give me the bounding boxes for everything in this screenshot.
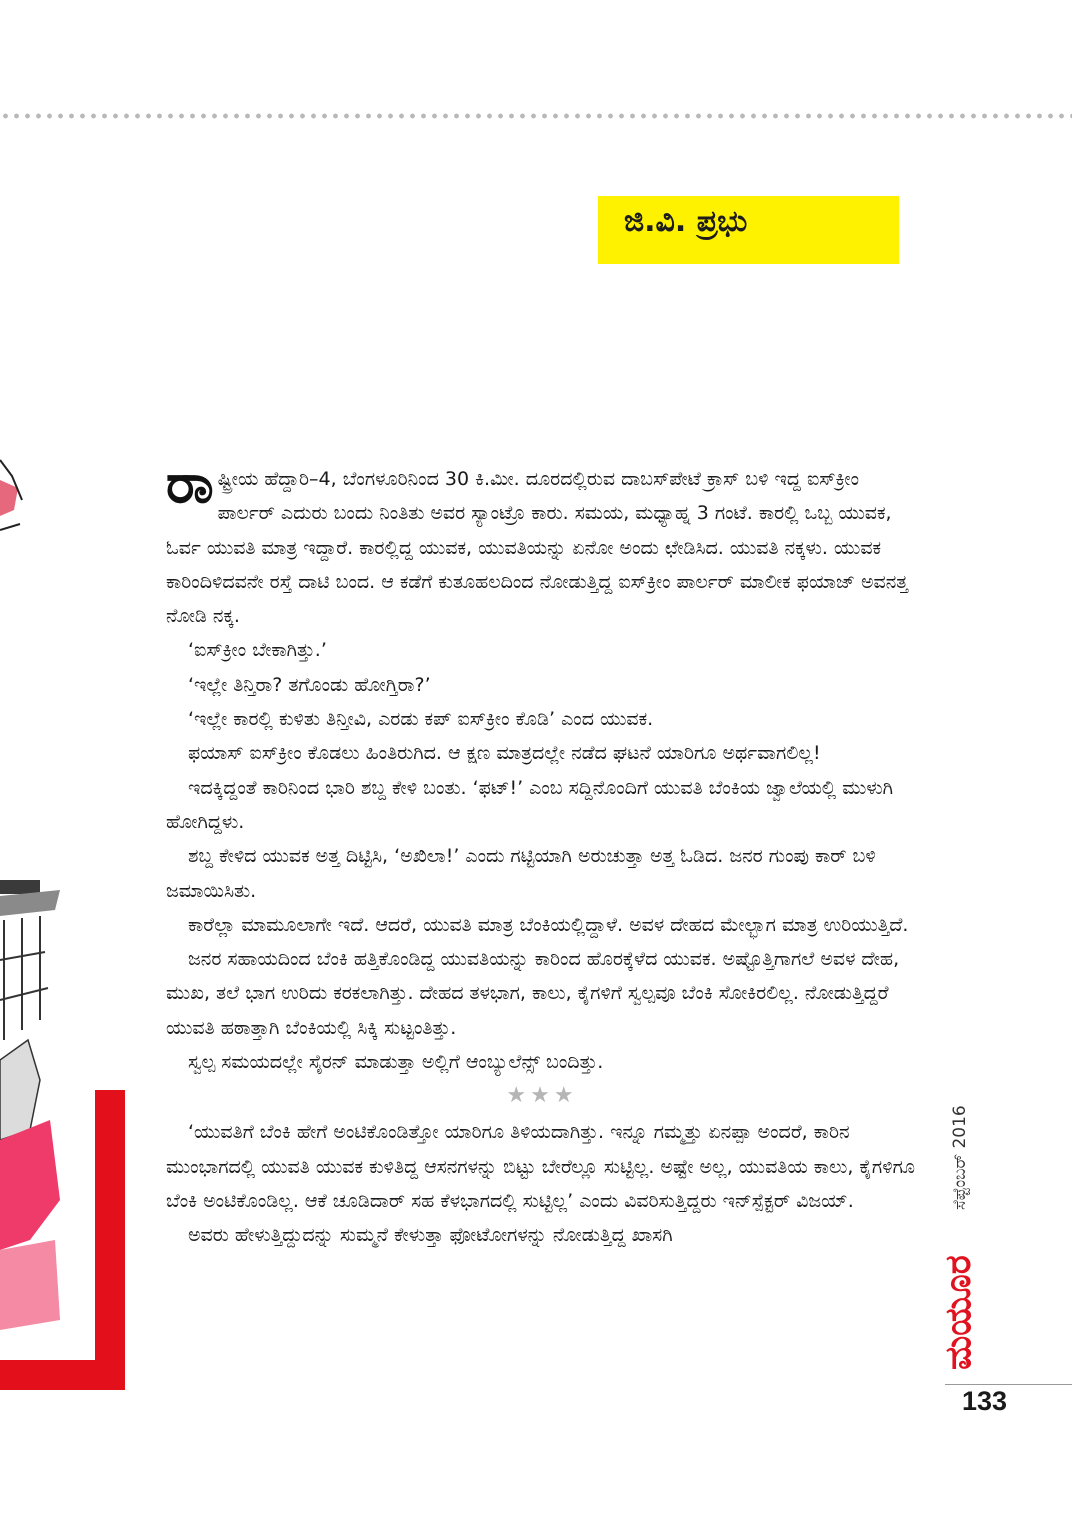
paragraph: ಅವರು ಹೇಳುತ್ತಿದ್ದುದನ್ನು ಸುಮ್ಮನೆ ಕೇಳುತ್ತಾ ಫೋಟೋಗಳನ್ನು ನೋಡುತ್ತಿದ್ದ ಖಾಸಗಿ (188, 1224, 673, 1247)
author-name: ಜಿ.ವಿ. ಪ್ರಭು (624, 204, 748, 239)
drop-cap: ರಾ (166, 452, 214, 515)
page-number: 133 (962, 1386, 1008, 1416)
author-name-box (598, 196, 899, 264)
paragraph: ‘ಯುವತಿಗೆ ಬೆಂಕಿ ಹೇಗೆ ಅಂಟಿಕೊಂಡಿತ್ತೋ ಯಾರಿಗೂ ತಿಳಿಯದಾಗಿತ್ತು. ಇನ್ನೂ ಗಮ್ಮತ್ತು ಏನಪ್ಪಾ ಅಂದರೆ, ಕಾರಿನ ಮುಂಭಾಗದಲ್ಲಿ ಯುವತಿ ಯುವಕ ಕುಳಿತಿದ್ದ ಆಸನಗಳನ್ನು ಬಿಟ್ಟು ಬೇರೆಲ್ಲೂ ಸುಟ್ಟಿಲ್ಲ. ಅಷ್ಟೇ ಅಲ್ಲ, ಯುವತಿಯ ಕಾಲು, ಕೈಗಳಿಗೂ ಬೆಂಕಿ ಅಂಟಿಕೊಂಡಿಲ್ಲ. ಆಕೆ ಚೂಡಿದಾರ್ ಸಹ ಕೆಳಭಾಗದಲ್ಲಿ ಸುಟ್ಟಿಲ್ಲ’ ಎಂದು ವಿವರಿಸುತ್ತಿದ್ದರು ಇನ್‌ಸ್ಪೆಕ್ಟರ್ ವಿಜಯ್. (166, 1121, 915, 1212)
footer-rule (945, 1384, 1072, 1385)
paragraph: ಶಬ್ದ ಕೇಳಿದ ಯುವಕ ಅತ್ತ ದಿಟ್ಟಿಸಿ, ‘ಅಖಿಲಾ!’ ಎಂದು ಗಟ್ಟಿಯಾಗಿ ಅರುಚುತ್ತಾ ಅತ್ತ ಓಡಿದ. ಜನರ ಗುಂಪು ಕಾರ್ ಬಳಿ ಜಮಾಯಿಸಿತು. (166, 845, 876, 902)
magazine-logo: ಮಯೂರ (938, 1255, 979, 1370)
paragraph: ‘ಐಸ್‌ಕ್ರೀಂ ಬೇಕಾಗಿತ್ತು.’ (188, 639, 327, 662)
paragraph: ಜನರ ಸಹಾಯದಿಂದ ಬೆಂಕಿ ಹತ್ತಿಕೊಂಡಿದ್ದ ಯುವತಿಯನ್ನು ಕಾರಿಂದ ಹೊರಕ್ಕೆಳೆದ ಯುವಕ. ಅಷ್ಟೊತ್ತಿಗಾಗಲೆ ಅವಳ ದೇಹ, ಮುಖ, ತಲೆ ಭಾಗ ಉರಿದು ಕರಕಲಾಗಿತ್ತು. ದೇಹದ ತಳಭಾಗ, ಕಾಲು, ಕೈಗಳಿಗೆ ಸ್ವಲ್ಪವೂ ಬೆಂಕಿ ಸೋಕಿರಲಿಲ್ಲ. ನೋಡುತ್ತಿದ್ದರೆ ಯುವತಿ ಹಠಾತ್ತಾಗಿ ಬೆಂಕಿಯಲ್ಲಿ ಸಿಕ್ಕಿ ಸುಟ್ಟಂತಿತ್ತು. (166, 948, 900, 1039)
paragraph: ಸ್ವಲ್ಪ ಸಮಯದಲ್ಲೇ ಸೈರನ್ ಮಾಡುತ್ತಾ ಅಲ್ಲಿಗೆ ಆಂಬ್ಯುಲೆನ್ಸ್ ಬಂದಿತ್ತು. (188, 1051, 604, 1074)
dotted-divider (0, 112, 1072, 120)
lead-paragraph: ರಾಷ್ಟ್ರೀಯ ಹೆದ್ದಾರಿ–4, ಬೆಂಗಳೂರಿನಿಂದ 30 ಕಿ.ಮೀ. ದೂರದಲ್ಲಿರುವ ದಾಬಸ್‌ಪೇಟೆ ಕ್ರಾಸ್ ಬಳಿ ಇದ್ದ ಐಸ್‌ಕ್ರೀಂ ಪಾರ್ಲರ್ ಎದುರು ಬಂದು ನಿಂತಿತು ಅವರ ಸ್ಯಾಂಟ್ರೊ ಕಾರು. ಸಮಯ, ಮಧ್ಯಾಹ್ನ 3 ಗಂಟೆ. ಕಾರಲ್ಲಿ ಒಬ್ಬ ಯುವಕ, ಓರ್ವ ಯುವತಿ ಮಾತ್ರ ಇದ್ದಾರೆ. ಕಾರಲ್ಲಿದ್ದ ಯುವಕ, ಯುವತಿಯನ್ನು ಏನೋ ಅಂದು ಛೇಡಿಸಿದ. ಯುವತಿ ನಕ್ಕಳು. ಯುವಕ ಕಾರಿಂದಿಳಿದವನೇ ರಸ್ತೆ ದಾಟಿ ಬಂದ. ಆ ಕಡೆಗೆ ಕುತೂಹಲದಿಂದ ನೋಡುತ್ತಿದ್ದ ಐಸ್‌ಕ್ರೀಂ ಪಾರ್ಲರ್ ಮಾಲೀಕ ಫಯಾಜ್ ಅವನತ್ತ ನೋಡಿ ನಕ್ಕ. (166, 452, 908, 628)
issue-date: ಸೆಪ್ಟೆಂಬರ್ 2016 (950, 1105, 970, 1210)
paragraph: ‘ಇಲ್ಲೇ ತಿನ್ತಿರಾ? ತಗೊಂಡು ಹೋಗ್ತಿರಾ?’ (188, 673, 431, 696)
article-body (166, 452, 918, 1253)
illustration-fragment (0, 440, 130, 1400)
paragraph: ‘ಇಲ್ಲೇ ಕಾರಲ್ಲಿ ಕುಳಿತು ತಿನ್ತೀವಿ, ಎರಡು ಕಪ್ ಐಸ್‌ಕ್ರೀಂ ಕೊಡಿ’ ಎಂದ ಯುವಕ. (188, 708, 654, 731)
paragraph: ಕಾರೆಲ್ಲಾ ಮಾಮೂಲಾಗೇ ಇದೆ. ಆದರೆ, ಯುವತಿ ಮಾತ್ರ ಬೆಂಕಿಯಲ್ಲಿದ್ದಾಳೆ. ಅವಳ ದೇಹದ ಮೇಲ್ಭಾಗ ಮಾತ್ರ ಉರಿಯುತ್ತಿದೆ. (188, 913, 909, 936)
paragraph: ಇದಕ್ಕಿದ್ದಂತೆ ಕಾರಿನಿಂದ ಭಾರಿ ಶಬ್ದ ಕೇಳಿ ಬಂತು. ‘ಫಟ್!’ ಎಂಬ ಸದ್ದಿನೊಂದಿಗೆ ಯುವತಿ ಬೆಂಕಿಯ ಜ್ವಾಲೆಯಲ್ಲಿ ಮುಳುಗಿ ಹೋಗಿದ್ದಳು. (166, 776, 894, 833)
paragraph: ಫಯಾಸ್ ಐಸ್‌ಕ್ರೀಂ ಕೊಡಲು ಹಿಂತಿರುಗಿದ. ಆ ಕ್ಷಣ ಮಾತ್ರದಲ್ಲೇ ನಡೆದ ಘಟನೆ ಯಾರಿಗೂ ಅರ್ಥವಾಗಲಿಲ್ಲ! (188, 742, 821, 765)
section-separator: ★★★ (506, 1083, 578, 1109)
